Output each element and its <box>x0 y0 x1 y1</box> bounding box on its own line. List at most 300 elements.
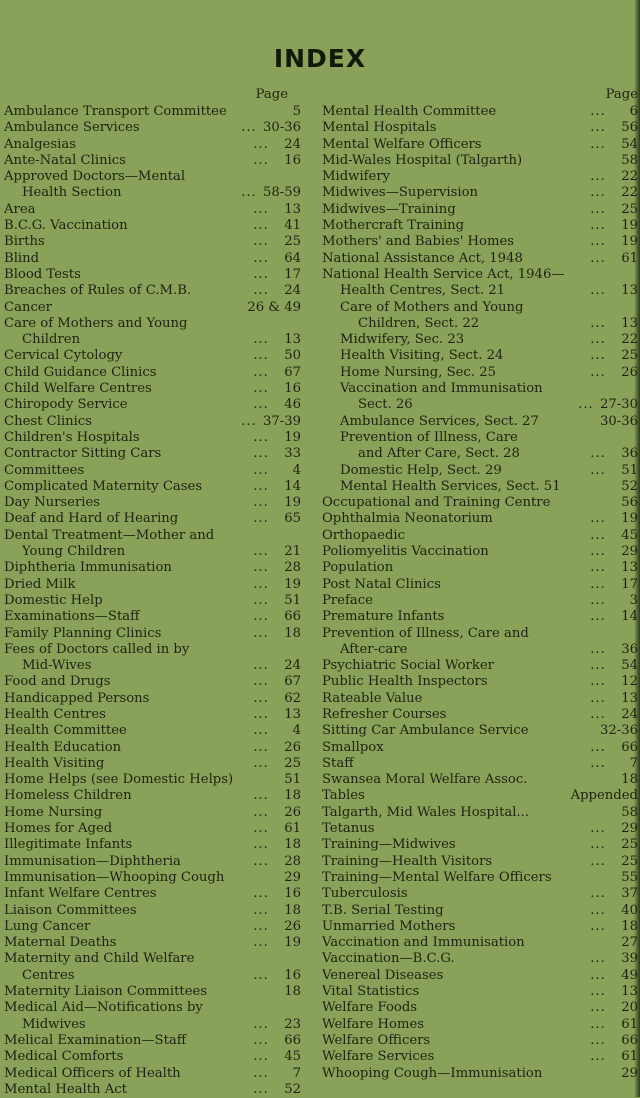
index-entry-page: 13 <box>621 560 638 576</box>
index-entry <box>322 202 638 218</box>
dot-leader: ... <box>590 918 606 934</box>
dot-leader: ... <box>253 136 269 152</box>
index-entry-term: B.C.G. Vaccination <box>4 218 128 234</box>
index-entry <box>322 365 638 381</box>
index-entry <box>322 511 638 527</box>
dot-leader: ... <box>253 886 269 902</box>
index-list-left <box>4 104 302 1098</box>
index-entry-term: Lung Cancer <box>4 918 91 934</box>
index-entry <box>4 756 302 772</box>
index-entry-term: Smallpox <box>322 739 384 755</box>
index-entry-term: Medical Comforts <box>4 1049 124 1065</box>
dot-leader: ... <box>590 658 606 674</box>
index-entry-term: Maternity and Child Welfare <box>4 951 195 967</box>
index-entry-term: Illegitimate Infants <box>4 837 133 853</box>
dot-leader: ... <box>590 739 606 755</box>
index-entry-page: 19 <box>284 495 301 511</box>
index-entry-page: 18 <box>284 837 301 853</box>
dot-leader: ... <box>253 1032 269 1048</box>
index-entry-page: 17 <box>621 576 638 592</box>
index-entry-page: 5 <box>292 104 301 119</box>
index-entry-page: 3 <box>629 592 638 608</box>
dot-leader: ... <box>253 266 269 282</box>
dot-leader: ... <box>253 592 269 608</box>
index-entry-page: 66 <box>621 1032 638 1048</box>
index-entry-page: 26 & 49 <box>247 299 301 315</box>
index-entry-term: Young Children <box>22 544 126 560</box>
index-entry-term: Premature Infants <box>322 609 445 625</box>
index-entry-term: Ambulance Services, Sect. 27 <box>340 413 539 429</box>
index-entry-page: 54 <box>621 136 638 152</box>
index-entry-page: 40 <box>621 902 638 918</box>
index-entry <box>322 430 638 446</box>
page-column-header: Page <box>605 87 638 102</box>
dot-leader: ... <box>253 674 269 690</box>
index-entry-term: Melical Examination—Staff <box>4 1032 187 1048</box>
index-entry-term: Domestic Help, Sect. 29 <box>340 462 502 478</box>
index-entry <box>322 234 638 250</box>
index-entry-term: Blood Tests <box>4 266 81 282</box>
dot-leader: ... <box>253 837 269 853</box>
dot-leader: ... <box>253 152 269 168</box>
index-entry-term: Health Centres, Sect. 21 <box>340 283 506 299</box>
index-entry <box>322 854 638 870</box>
index-entry <box>4 544 302 560</box>
index-entry-term: National Health Service Act, 1946— <box>322 266 565 282</box>
index-entry <box>322 397 638 413</box>
index-entry-page: 16 <box>284 152 301 168</box>
index-entry <box>4 707 302 723</box>
dot-leader: ... <box>253 218 269 234</box>
index-entry <box>322 1066 638 1082</box>
index-entry-page: 13 <box>621 984 638 1000</box>
dot-leader: ... <box>590 706 606 722</box>
index-entry-term: Fees of Doctors called in by <box>4 641 190 657</box>
index-entry <box>322 251 638 267</box>
index-entry <box>322 414 638 430</box>
index-entry-term: Whooping Cough—Immunisation <box>322 1065 543 1081</box>
dot-leader: ... <box>253 462 269 478</box>
index-entry-page: 12 <box>621 674 638 690</box>
dot-leader: ... <box>241 413 257 429</box>
index-entry-term: Maternal Deaths <box>4 935 117 951</box>
index-entry-term: Training—Health Visitors <box>322 853 493 869</box>
index-entry-page: 22 <box>621 185 638 201</box>
index-entry-page: 7 <box>292 1065 301 1081</box>
index-entry-term: Chest Clinics <box>4 413 93 429</box>
dot-leader: ... <box>590 902 606 918</box>
index-entry-term: Post Natal Clinics <box>322 576 441 592</box>
dot-leader: ... <box>590 967 606 983</box>
index-entry-page: 13 <box>621 283 638 299</box>
index-entry-term: Mid-Wales Hospital (Talgarth) <box>322 152 523 168</box>
index-entry-term: Training—Midwives <box>322 837 456 853</box>
index-entry-term: Talgarth, Mid Wales Hospital... <box>322 804 530 820</box>
index-entry-term: Occupational and Training Centre <box>322 495 551 511</box>
index-entry <box>322 348 638 364</box>
index-entry <box>4 1066 302 1082</box>
index-entry <box>322 544 638 560</box>
index-entry-page: 62 <box>284 690 301 706</box>
index-entry-term: Medical Aid—Notifications by <box>4 1000 203 1016</box>
index-entry-page: 58 <box>621 804 638 820</box>
index-entry <box>322 609 638 625</box>
index-entry-page: 24 <box>284 658 301 674</box>
index-entry-term: Examinations—Staff <box>4 609 140 625</box>
dot-leader: ... <box>253 658 269 674</box>
index-entry <box>322 886 638 902</box>
index-entry-term: Training—Mental Welfare Officers <box>322 869 552 885</box>
index-entry-page: 25 <box>621 348 638 364</box>
index-entry <box>322 707 638 723</box>
dot-leader: ... <box>253 967 269 983</box>
dot-leader: ... <box>253 429 269 445</box>
index-entry-page: 19 <box>284 429 301 445</box>
index-entry-term: Births <box>4 234 45 250</box>
index-entry-page: 13 <box>284 332 301 348</box>
index-entry-page: 52 <box>621 478 638 494</box>
index-entry <box>4 137 302 153</box>
index-entry-term: Vaccination and Immunisation <box>340 381 543 397</box>
index-entry-page: 54 <box>621 658 638 674</box>
index-entry-term: T.B. Serial Testing <box>322 902 444 918</box>
index-entry <box>4 984 302 1000</box>
index-entry <box>4 577 302 593</box>
index-entry-term: Population <box>322 560 394 576</box>
index-entry-term: Breaches of Rules of C.M.B. <box>4 283 192 299</box>
dot-leader: ... <box>590 201 606 217</box>
dot-leader: ... <box>253 560 269 576</box>
index-entry-term: Sitting Car Ambulance Service <box>322 723 529 739</box>
index-entry-term: Midwives—Training <box>322 201 456 217</box>
dot-leader: ... <box>253 234 269 250</box>
index-entry-page: 32-36 <box>599 723 638 739</box>
dot-leader: ... <box>253 201 269 217</box>
index-entry-term: Cancer <box>4 299 52 315</box>
index-entry-page: 24 <box>284 136 301 152</box>
index-entry-term: Refresher Courses <box>322 706 447 722</box>
dot-leader: ... <box>590 120 606 136</box>
index-entry-page: 4 <box>292 723 301 739</box>
dot-leader: ... <box>253 250 269 266</box>
index-entry-page: 66 <box>284 1032 301 1048</box>
index-list-right <box>322 104 638 1082</box>
index-entry-page: 51 <box>284 772 301 788</box>
index-entry-page: 6 <box>629 104 638 119</box>
dot-leader: ... <box>590 641 606 657</box>
index-entry-page: 66 <box>284 609 301 625</box>
index-entry-page: 18 <box>284 902 301 918</box>
dot-leader: ... <box>253 1016 269 1032</box>
index-entry-page: 37 <box>621 886 638 902</box>
page-title: INDEX <box>273 44 367 73</box>
index-entry <box>322 626 638 642</box>
index-entry <box>4 854 302 870</box>
index-entry <box>4 642 302 658</box>
index-entry-term: Area <box>4 201 36 217</box>
index-entry-term: Welfare Homes <box>322 1016 425 1032</box>
index-entry-page: 22 <box>621 169 638 185</box>
index-entry-page: 25 <box>621 853 638 869</box>
index-entry <box>322 658 638 674</box>
index-column-left <box>4 86 302 1098</box>
dot-leader: ... <box>590 1000 606 1016</box>
dot-leader: ... <box>590 527 606 543</box>
index-entry-term: Swansea Moral Welfare Assoc. <box>322 772 528 788</box>
index-entry-term: Health Committee <box>4 723 127 739</box>
dot-leader: ... <box>590 592 606 608</box>
index-entry-term: Prevention of Illness, Care and <box>322 625 529 641</box>
index-entry <box>322 837 638 853</box>
index-entry-term: Chiropody Service <box>4 397 128 413</box>
dot-leader: ... <box>253 804 269 820</box>
index-entry-term: Sect. 26 <box>358 397 413 413</box>
index-entry-term: Care of Mothers and Young <box>4 315 188 331</box>
dot-leader: ... <box>590 462 606 478</box>
index-entry <box>4 1017 302 1033</box>
index-entry <box>322 185 638 201</box>
index-entry <box>322 153 638 169</box>
dot-leader: ... <box>590 1016 606 1032</box>
dot-leader: ... <box>253 332 269 348</box>
index-entry-term: Immunisation—Diphtheria <box>4 853 181 869</box>
dot-leader: ... <box>590 250 606 266</box>
index-entry-page: 18 <box>284 625 301 641</box>
index-entry <box>322 691 638 707</box>
index-entry-term: Children <box>22 332 81 348</box>
index-entry-page: 65 <box>284 511 301 527</box>
index-entry-page: 26 <box>621 364 638 380</box>
index-entry-page: 19 <box>621 511 638 527</box>
index-entry <box>322 1017 638 1033</box>
dot-leader: ... <box>253 576 269 592</box>
index-entry <box>4 185 302 201</box>
index-entry <box>4 919 302 935</box>
index-entry-page: 4 <box>292 462 301 478</box>
index-entry-term: Health Education <box>4 739 122 755</box>
dot-leader: ... <box>590 609 606 625</box>
index-entry-term: Approved Doctors—Mental <box>4 169 186 185</box>
index-entry-term: Diphtheria Immunisation <box>4 560 172 576</box>
index-entry <box>4 283 302 299</box>
index-entry <box>4 348 302 364</box>
index-entry <box>322 951 638 967</box>
index-entry-page: 19 <box>621 218 638 234</box>
index-entry-term: Welfare Foods <box>322 1000 418 1016</box>
index-entry <box>4 593 302 609</box>
index-entry-term: Public Health Inspectors <box>322 674 488 690</box>
index-entry <box>322 267 638 283</box>
dot-leader: ... <box>253 853 269 869</box>
index-entry <box>322 903 638 919</box>
index-entry <box>322 723 638 739</box>
index-entry-term: Health Centres <box>4 706 106 722</box>
index-entry-term: Rateable Value <box>322 690 423 706</box>
dot-leader: ... <box>590 511 606 527</box>
index-entry-page: 27 <box>621 935 638 951</box>
index-entry-term: Prevention of Illness, Care <box>340 429 518 445</box>
index-entry-term: Midwifery <box>322 169 391 185</box>
index-entry <box>4 511 302 527</box>
index-entry-page: 22 <box>621 332 638 348</box>
index-entry-term: Vaccination—B.C.G. <box>322 951 455 967</box>
index-entry-term: Dried Milk <box>4 576 76 592</box>
index-entry <box>4 609 302 625</box>
index-entry <box>322 381 638 397</box>
index-entry <box>322 756 638 772</box>
index-entry <box>4 120 302 136</box>
index-entry-term: Vaccination and Immunisation <box>322 935 525 951</box>
index-entry-page: 17 <box>284 266 301 282</box>
index-entry-page: 30-36 <box>599 413 638 429</box>
index-entry-term: Handicapped Persons <box>4 690 150 706</box>
index-entry <box>4 886 302 902</box>
dot-leader: ... <box>253 1065 269 1081</box>
dot-leader: ... <box>590 951 606 967</box>
index-entry <box>4 968 302 984</box>
index-entry-term: Tables <box>322 788 365 804</box>
index-entry-term: Vital Statistics <box>322 984 420 1000</box>
index-entry <box>4 674 302 690</box>
dot-leader: ... <box>253 723 269 739</box>
index-entry <box>322 137 638 153</box>
index-entry-term: Mental Health Services, Sect. 51 <box>340 478 561 494</box>
index-entry <box>4 495 302 511</box>
index-entry <box>4 528 302 544</box>
index-entry-page: 14 <box>284 478 301 494</box>
index-entry-page: 18 <box>621 918 638 934</box>
index-entry-term: Tuberculosis <box>322 886 408 902</box>
index-entry <box>322 821 638 837</box>
index-entry <box>4 218 302 234</box>
index-entry <box>4 104 302 120</box>
index-entry <box>4 414 302 430</box>
index-entry-page: 55 <box>621 869 638 885</box>
index-entry-page: 20 <box>621 1000 638 1016</box>
index-entry-page: 66 <box>621 739 638 755</box>
index-entry-term: Mental Health Committee <box>322 104 497 119</box>
index-entry <box>4 479 302 495</box>
dot-leader: ... <box>590 185 606 201</box>
index-entry-page: 45 <box>284 1049 301 1065</box>
index-entry-term: Immunisation—Whooping Cough <box>4 869 225 885</box>
dot-leader: ... <box>590 283 606 299</box>
index-entry <box>4 234 302 250</box>
index-entry-term: Food and Drugs <box>4 674 111 690</box>
dot-leader: ... <box>590 674 606 690</box>
index-entry-page: 33 <box>284 446 301 462</box>
index-entry <box>322 919 638 935</box>
index-entry-page: 67 <box>284 674 301 690</box>
index-entry-term: Dental Treatment—Mother and <box>4 527 215 543</box>
dot-leader: ... <box>253 446 269 462</box>
index-entry <box>4 821 302 837</box>
index-entry <box>322 772 638 788</box>
index-entry-term: Infant Welfare Centres <box>4 886 157 902</box>
index-entry-term: Child Welfare Centres <box>4 381 152 397</box>
dot-leader: ... <box>253 609 269 625</box>
index-entry-page: 13 <box>284 201 301 217</box>
dot-leader: ... <box>253 739 269 755</box>
index-entry <box>4 1049 302 1065</box>
index-entry-term: Poliomyelitis Vaccination <box>322 544 489 560</box>
index-entry-page: 25 <box>621 837 638 853</box>
index-entry-term: Mothers' and Babies' Homes <box>322 234 515 250</box>
index-entry-term: Midwives <box>22 1016 86 1032</box>
index-entry <box>4 202 302 218</box>
index-entry <box>4 837 302 853</box>
index-entry-page: 36 <box>621 446 638 462</box>
index-entry-term: Day Nurseries <box>4 495 101 511</box>
index-entry-term: National Assistance Act, 1948 <box>322 250 523 266</box>
index-entry-page: 26 <box>284 739 301 755</box>
dot-leader: ... <box>253 511 269 527</box>
dot-leader: ... <box>590 690 606 706</box>
index-entry-term: Liaison Committees <box>4 902 137 918</box>
dot-leader: ... <box>253 1049 269 1065</box>
index-entry-term: Medical Officers of Health <box>4 1065 181 1081</box>
index-entry-page: 26 <box>284 804 301 820</box>
index-entry-page: 67 <box>284 364 301 380</box>
dot-leader: ... <box>241 185 257 201</box>
index-entry <box>322 495 638 511</box>
index-entry-page: 46 <box>284 397 301 413</box>
index-entry-term: Mental Hospitals <box>322 120 437 136</box>
index-entry-page: 29 <box>621 821 638 837</box>
index-entry <box>4 626 302 642</box>
index-entry-term: Blind <box>4 250 40 266</box>
dot-leader: ... <box>590 544 606 560</box>
index-entry-term: Staff <box>322 755 354 771</box>
index-entry-term: Mental Welfare Officers <box>322 136 482 152</box>
index-entry-page: 18 <box>284 788 301 804</box>
dot-leader: ... <box>590 136 606 152</box>
dot-leader: ... <box>590 218 606 234</box>
index-entry-page: 18 <box>621 772 638 788</box>
dot-leader: ... <box>578 397 594 413</box>
index-entry-page: 25 <box>621 201 638 217</box>
dot-leader: ... <box>590 755 606 771</box>
index-entry-term: Home Helps (see Domestic Helps) <box>4 772 234 788</box>
index-entry-page: 24 <box>284 283 301 299</box>
index-entry-term: Centres <box>22 967 75 983</box>
index-entry-page: 58 <box>621 152 638 168</box>
index-entry <box>322 674 638 690</box>
index-entry <box>322 805 638 821</box>
dot-leader: ... <box>253 1081 269 1097</box>
index-entry <box>4 1033 302 1049</box>
index-entry <box>322 1033 638 1049</box>
index-entry-term: Mid-Wives <box>22 658 92 674</box>
index-entry <box>322 870 638 886</box>
dot-leader: ... <box>253 690 269 706</box>
index-entry-term: Ambulance Transport Committee <box>4 104 227 119</box>
index-entry-term: Health Visiting <box>4 755 105 771</box>
index-entry-term: Preface <box>322 592 373 608</box>
dot-leader: ... <box>241 120 257 136</box>
index-entry <box>322 446 638 462</box>
dot-leader: ... <box>590 837 606 853</box>
index-entry-page: 26 <box>284 918 301 934</box>
index-entry-page: 16 <box>284 381 301 397</box>
index-entry-term: Homeless Children <box>4 788 132 804</box>
index-entry <box>4 1082 302 1098</box>
index-entry-page: 39 <box>621 951 638 967</box>
index-entry-term: Maternity Liaison Committees <box>4 984 208 1000</box>
index-entry <box>4 463 302 479</box>
index-entry-page: 18 <box>284 984 301 1000</box>
index-entry <box>4 300 302 316</box>
